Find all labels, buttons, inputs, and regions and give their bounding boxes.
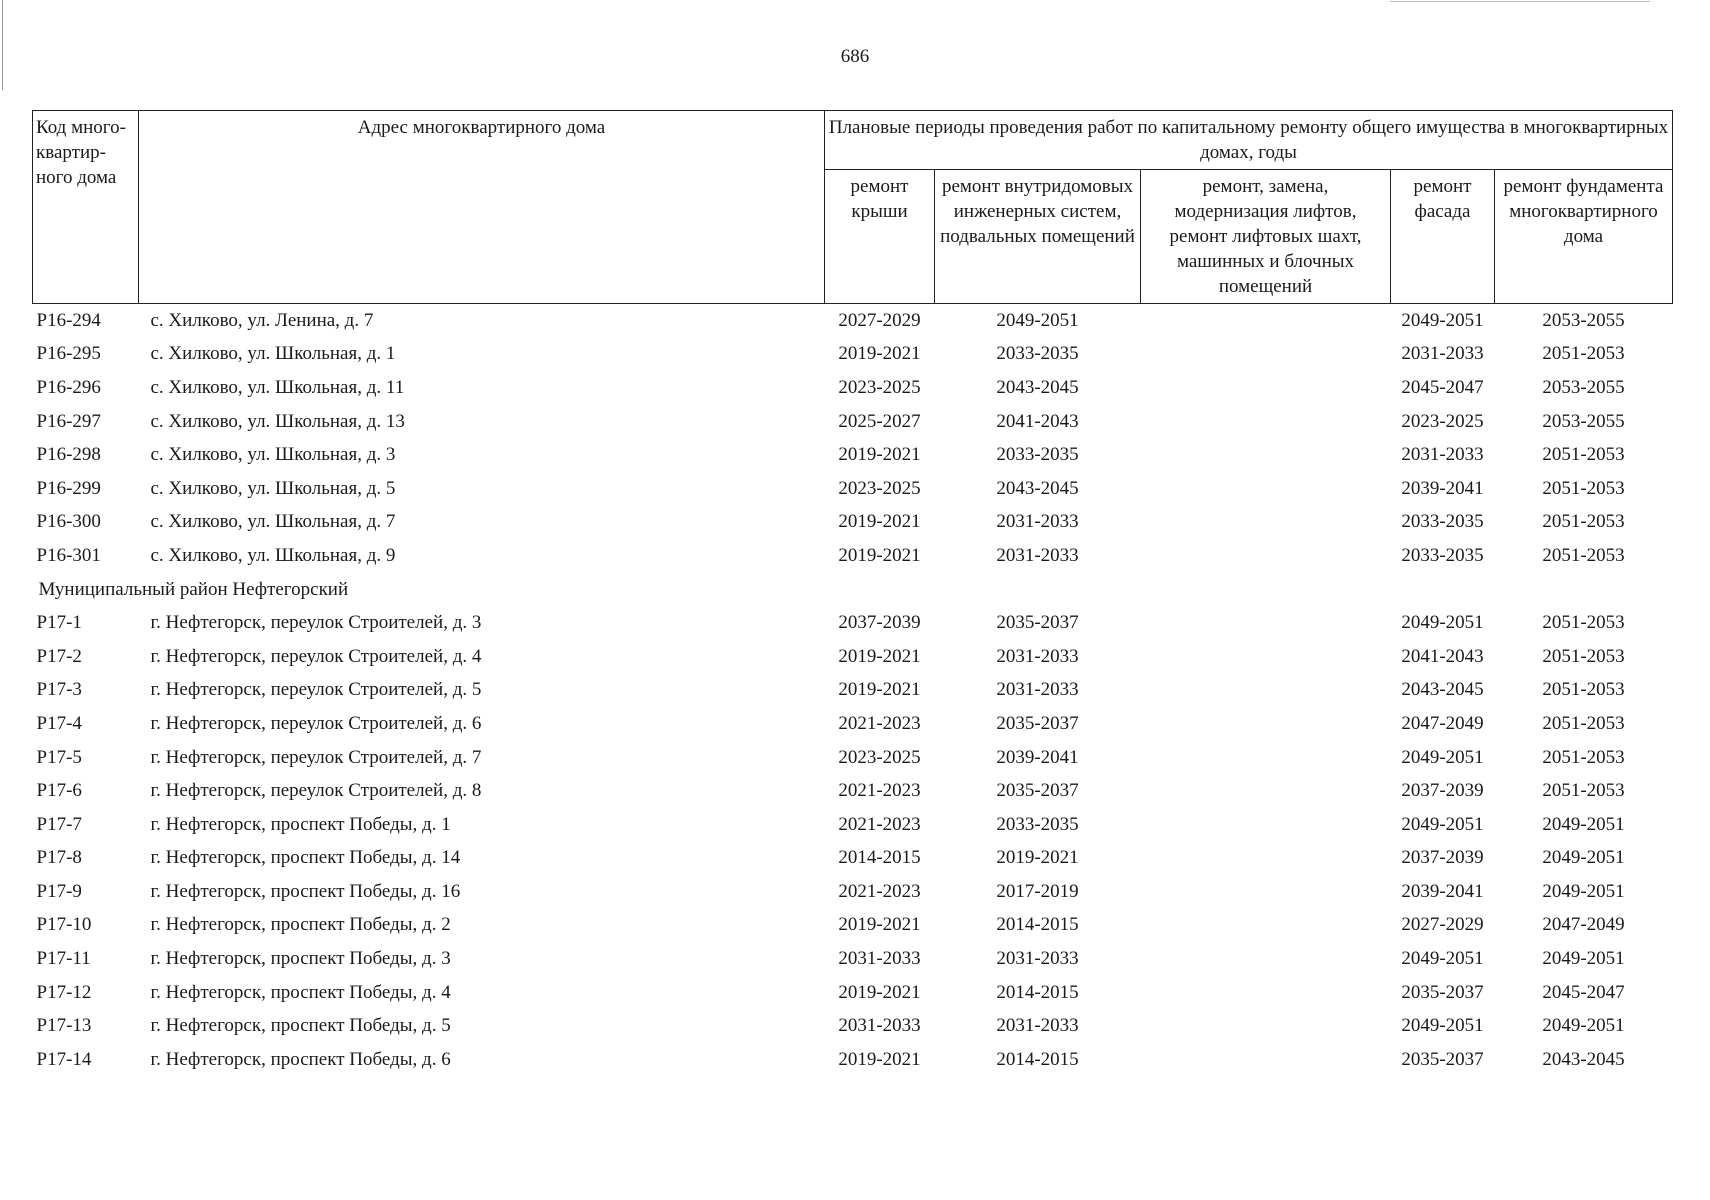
cell-facade: 2049-2051	[1401, 813, 1484, 835]
cell-systems: 2014-2015	[996, 914, 1079, 936]
cell-lifts	[1141, 606, 1391, 640]
cell-systems: 2033-2035	[996, 343, 1079, 365]
cell-foundation: 2049-2051	[1542, 1015, 1625, 1037]
cell-lifts	[1141, 304, 1391, 338]
table-row	[33, 338, 1673, 372]
cell-roof: 2021-2023	[838, 780, 921, 802]
table-body	[33, 304, 1673, 1077]
cell-code: P16-295	[36, 343, 101, 365]
cell-lifts	[1141, 875, 1391, 909]
cell-foundation: 2051-2053	[1542, 511, 1625, 533]
cell-facade: 2049-2051	[1401, 612, 1484, 634]
cell-systems: 2033-2035	[996, 444, 1079, 466]
cell-address: г. Нефтегорск, проспект Победы, д. 6	[150, 1048, 451, 1070]
cell-code: P17-11	[36, 948, 91, 970]
table-row	[33, 606, 1673, 640]
capital-repair-table	[32, 110, 1673, 1077]
cell-systems: 2043-2045	[996, 477, 1079, 499]
cell-lifts	[1141, 1009, 1391, 1043]
cell-systems: 2041-2043	[996, 410, 1079, 432]
cell-code: P17-2	[36, 645, 82, 667]
cell-lifts	[1141, 438, 1391, 472]
cell-systems: 2031-2033	[996, 679, 1079, 701]
cell-address: с. Хилково, ул. Школьная, д. 11	[150, 376, 405, 398]
cell-facade: 2039-2041	[1401, 477, 1484, 499]
cell-address: с. Хилково, ул. Школьная, д. 3	[150, 444, 396, 466]
table-row	[33, 774, 1673, 808]
cell-address: г. Нефтегорск, переулок Строителей, д. 7	[150, 746, 482, 768]
cell-code: P17-9	[36, 880, 82, 902]
table-header	[33, 111, 1673, 304]
cell-lifts	[1141, 976, 1391, 1010]
cell-foundation: 2051-2053	[1542, 780, 1625, 802]
cell-lifts	[1141, 674, 1391, 708]
cell-facade: 2027-2029	[1401, 914, 1484, 936]
cell-systems: 2031-2033	[996, 948, 1079, 970]
district-heading: Муниципальный район Нефтегорский	[38, 578, 349, 600]
cell-lifts	[1141, 774, 1391, 808]
cell-address: с. Хилково, ул. Школьная, д. 7	[150, 511, 396, 533]
cell-code: P17-4	[36, 712, 82, 734]
table-row	[33, 438, 1673, 472]
cell-foundation: 2047-2049	[1542, 914, 1625, 936]
table-row	[33, 304, 1673, 338]
cell-systems: 2031-2033	[996, 645, 1079, 667]
cell-address: с. Хилково, ул. Ленина, д. 7	[150, 309, 374, 331]
cell-roof: 2021-2023	[838, 880, 921, 902]
table-row	[33, 707, 1673, 741]
cell-code: P17-6	[36, 780, 82, 802]
table-row	[33, 875, 1673, 909]
cell-lifts	[1141, 808, 1391, 842]
cell-code: P16-297	[36, 410, 101, 432]
cell-code: P17-7	[36, 813, 82, 835]
cell-foundation: 2051-2053	[1542, 712, 1625, 734]
cell-foundation: 2051-2053	[1542, 746, 1625, 768]
cell-facade: 2039-2041	[1401, 880, 1484, 902]
cell-address: г. Нефтегорск, проспект Победы, д. 2	[150, 914, 451, 936]
cell-facade: 2049-2051	[1401, 948, 1484, 970]
cell-foundation: 2051-2053	[1542, 679, 1625, 701]
table-row	[33, 640, 1673, 674]
table-row	[33, 976, 1673, 1010]
cell-code: P16-298	[36, 444, 101, 466]
cell-address: г. Нефтегорск, проспект Победы, д. 16	[150, 880, 461, 902]
cell-systems: 2035-2037	[996, 612, 1079, 634]
cell-foundation: 2045-2047	[1542, 981, 1625, 1003]
cell-foundation: 2049-2051	[1542, 813, 1625, 835]
cell-address: с. Хилково, ул. Школьная, д. 9	[150, 544, 396, 566]
cell-roof: 2031-2033	[838, 948, 921, 970]
cell-code: P16-294	[36, 309, 101, 331]
cell-facade: 2045-2047	[1401, 376, 1484, 398]
cell-code: P16-301	[36, 544, 101, 566]
cell-roof: 2019-2021	[838, 1048, 921, 1070]
scan-top-rule	[1390, 1, 1650, 2]
header-lifts: ремонт, замена, модернизация лифтов, ремонт лифтовых шахт, машинных и блочных помещений	[1141, 170, 1391, 304]
cell-roof: 2019-2021	[838, 981, 921, 1003]
cell-lifts	[1141, 707, 1391, 741]
cell-systems: 2031-2033	[996, 544, 1079, 566]
cell-roof: 2021-2023	[838, 712, 921, 734]
cell-roof: 2019-2021	[838, 444, 921, 466]
cell-code: P17-1	[36, 612, 82, 634]
cell-code: P17-10	[36, 914, 92, 936]
cell-lifts	[1141, 371, 1391, 405]
cell-facade: 2041-2043	[1401, 645, 1484, 667]
cell-lifts	[1141, 472, 1391, 506]
cell-address: г. Нефтегорск, проспект Победы, д. 4	[150, 981, 451, 1003]
cell-systems: 2049-2051	[996, 309, 1079, 331]
header-roof: ремонт крыши	[825, 170, 935, 304]
table-row	[33, 506, 1673, 540]
cell-foundation: 2053-2055	[1542, 309, 1625, 331]
cell-facade: 2049-2051	[1401, 309, 1484, 331]
cell-roof: 2014-2015	[838, 847, 921, 869]
cell-address: г. Нефтегорск, переулок Строителей, д. 8	[150, 780, 482, 802]
cell-code: P16-299	[36, 477, 101, 499]
table-row	[33, 472, 1673, 506]
cell-roof: 2019-2021	[838, 679, 921, 701]
cell-systems: 2017-2019	[996, 880, 1079, 902]
cell-foundation: 2051-2053	[1542, 612, 1625, 634]
cell-foundation: 2043-2045	[1542, 1048, 1625, 1070]
cell-systems: 2031-2033	[996, 511, 1079, 533]
table-row	[33, 371, 1673, 405]
cell-foundation: 2049-2051	[1542, 847, 1625, 869]
cell-facade: 2033-2035	[1401, 544, 1484, 566]
table-row	[33, 808, 1673, 842]
cell-foundation: 2051-2053	[1542, 477, 1625, 499]
table-row	[33, 1009, 1673, 1043]
cell-foundation: 2053-2055	[1542, 410, 1625, 432]
cell-facade: 2037-2039	[1401, 780, 1484, 802]
header-facade: ремонт фасада	[1391, 170, 1495, 304]
cell-address: г. Нефтегорск, проспект Победы, д. 14	[150, 847, 461, 869]
cell-roof: 2031-2033	[838, 1015, 921, 1037]
cell-systems: 2019-2021	[996, 847, 1079, 869]
table-row	[33, 741, 1673, 775]
table-row	[33, 674, 1673, 708]
cell-systems: 2033-2035	[996, 813, 1079, 835]
cell-address: г. Нефтегорск, переулок Строителей, д. 6	[150, 712, 482, 734]
page-number: 686	[840, 46, 870, 67]
cell-foundation: 2051-2053	[1542, 645, 1625, 667]
cell-foundation: 2049-2051	[1542, 948, 1625, 970]
cell-lifts	[1141, 640, 1391, 674]
table-row	[33, 1043, 1673, 1077]
cell-roof: 2019-2021	[838, 544, 921, 566]
cell-roof: 2037-2039	[838, 612, 921, 634]
cell-facade: 2033-2035	[1401, 511, 1484, 533]
cell-roof: 2019-2021	[838, 914, 921, 936]
cell-address: г. Нефтегорск, проспект Победы, д. 1	[150, 813, 451, 835]
table-row	[33, 539, 1673, 573]
header-foundation: ремонт фундамента многоквартирного дома	[1495, 170, 1673, 304]
cell-address: с. Хилково, ул. Школьная, д. 5	[150, 477, 396, 499]
cell-roof: 2023-2025	[838, 477, 921, 499]
cell-lifts	[1141, 506, 1391, 540]
table-row	[33, 842, 1673, 876]
cell-systems: 2014-2015	[996, 1048, 1079, 1070]
cell-address: с. Хилково, ул. Школьная, д. 13	[150, 410, 405, 432]
table-row	[33, 405, 1673, 439]
header-periods: Плановые периоды проведения работ по капитальному ремонту общего имущества в многоквартирных домах, годы	[825, 111, 1673, 170]
header-code: Код много-квартир-ного дома	[33, 111, 139, 304]
cell-code: P17-13	[36, 1015, 92, 1037]
cell-facade: 2035-2037	[1401, 981, 1484, 1003]
table-row	[33, 909, 1673, 943]
cell-foundation: 2049-2051	[1542, 880, 1625, 902]
cell-facade: 2035-2037	[1401, 1048, 1484, 1070]
cell-roof: 2023-2025	[838, 376, 921, 398]
cell-facade: 2037-2039	[1401, 847, 1484, 869]
cell-facade: 2049-2051	[1401, 1015, 1484, 1037]
cell-code: P17-5	[36, 746, 82, 768]
cell-roof: 2021-2023	[838, 813, 921, 835]
header-systems: ремонт внутридомовых инженерных систем, подвальных помещений	[935, 170, 1141, 304]
cell-facade: 2047-2049	[1401, 712, 1484, 734]
cell-foundation: 2051-2053	[1542, 343, 1625, 365]
cell-code: P17-12	[36, 981, 92, 1003]
cell-code: P17-14	[36, 1048, 92, 1070]
cell-systems: 2043-2045	[996, 376, 1079, 398]
cell-address: с. Хилково, ул. Школьная, д. 1	[150, 343, 396, 365]
cell-roof: 2019-2021	[838, 511, 921, 533]
cell-code: P17-3	[36, 679, 82, 701]
cell-foundation: 2051-2053	[1542, 544, 1625, 566]
cell-address: г. Нефтегорск, проспект Победы, д. 3	[150, 948, 451, 970]
cell-lifts	[1141, 1043, 1391, 1077]
cell-address: г. Нефтегорск, переулок Строителей, д. 5	[150, 679, 482, 701]
cell-facade: 2031-2033	[1401, 444, 1484, 466]
cell-lifts	[1141, 842, 1391, 876]
cell-lifts	[1141, 942, 1391, 976]
table-row	[33, 942, 1673, 976]
cell-lifts	[1141, 338, 1391, 372]
cell-roof: 2025-2027	[838, 410, 921, 432]
cell-systems: 2035-2037	[996, 712, 1079, 734]
cell-facade: 2031-2033	[1401, 343, 1484, 365]
cell-roof: 2027-2029	[838, 309, 921, 331]
cell-roof: 2019-2021	[838, 343, 921, 365]
cell-facade: 2023-2025	[1401, 410, 1484, 432]
cell-address: г. Нефтегорск, переулок Строителей, д. 3	[150, 612, 482, 634]
district-row	[33, 573, 1673, 607]
cell-code: P16-296	[36, 376, 101, 398]
cell-systems: 2039-2041	[996, 746, 1079, 768]
cell-facade: 2043-2045	[1401, 679, 1484, 701]
cell-code: P16-300	[36, 511, 101, 533]
cell-facade: 2049-2051	[1401, 746, 1484, 768]
cell-systems: 2014-2015	[996, 981, 1079, 1003]
cell-roof: 2019-2021	[838, 645, 921, 667]
cell-foundation: 2051-2053	[1542, 444, 1625, 466]
cell-code: P17-8	[36, 847, 82, 869]
cell-lifts	[1141, 741, 1391, 775]
cell-address: г. Нефтегорск, проспект Победы, д. 5	[150, 1015, 451, 1037]
scan-edge-rule	[2, 0, 3, 90]
header-address: Адрес многоквартирного дома	[139, 111, 825, 304]
cell-address: г. Нефтегорск, переулок Строителей, д. 4	[150, 645, 482, 667]
cell-lifts	[1141, 405, 1391, 439]
cell-systems: 2031-2033	[996, 1015, 1079, 1037]
cell-roof: 2023-2025	[838, 746, 921, 768]
cell-lifts	[1141, 539, 1391, 573]
cell-lifts	[1141, 909, 1391, 943]
cell-foundation: 2053-2055	[1542, 376, 1625, 398]
cell-systems: 2035-2037	[996, 780, 1079, 802]
